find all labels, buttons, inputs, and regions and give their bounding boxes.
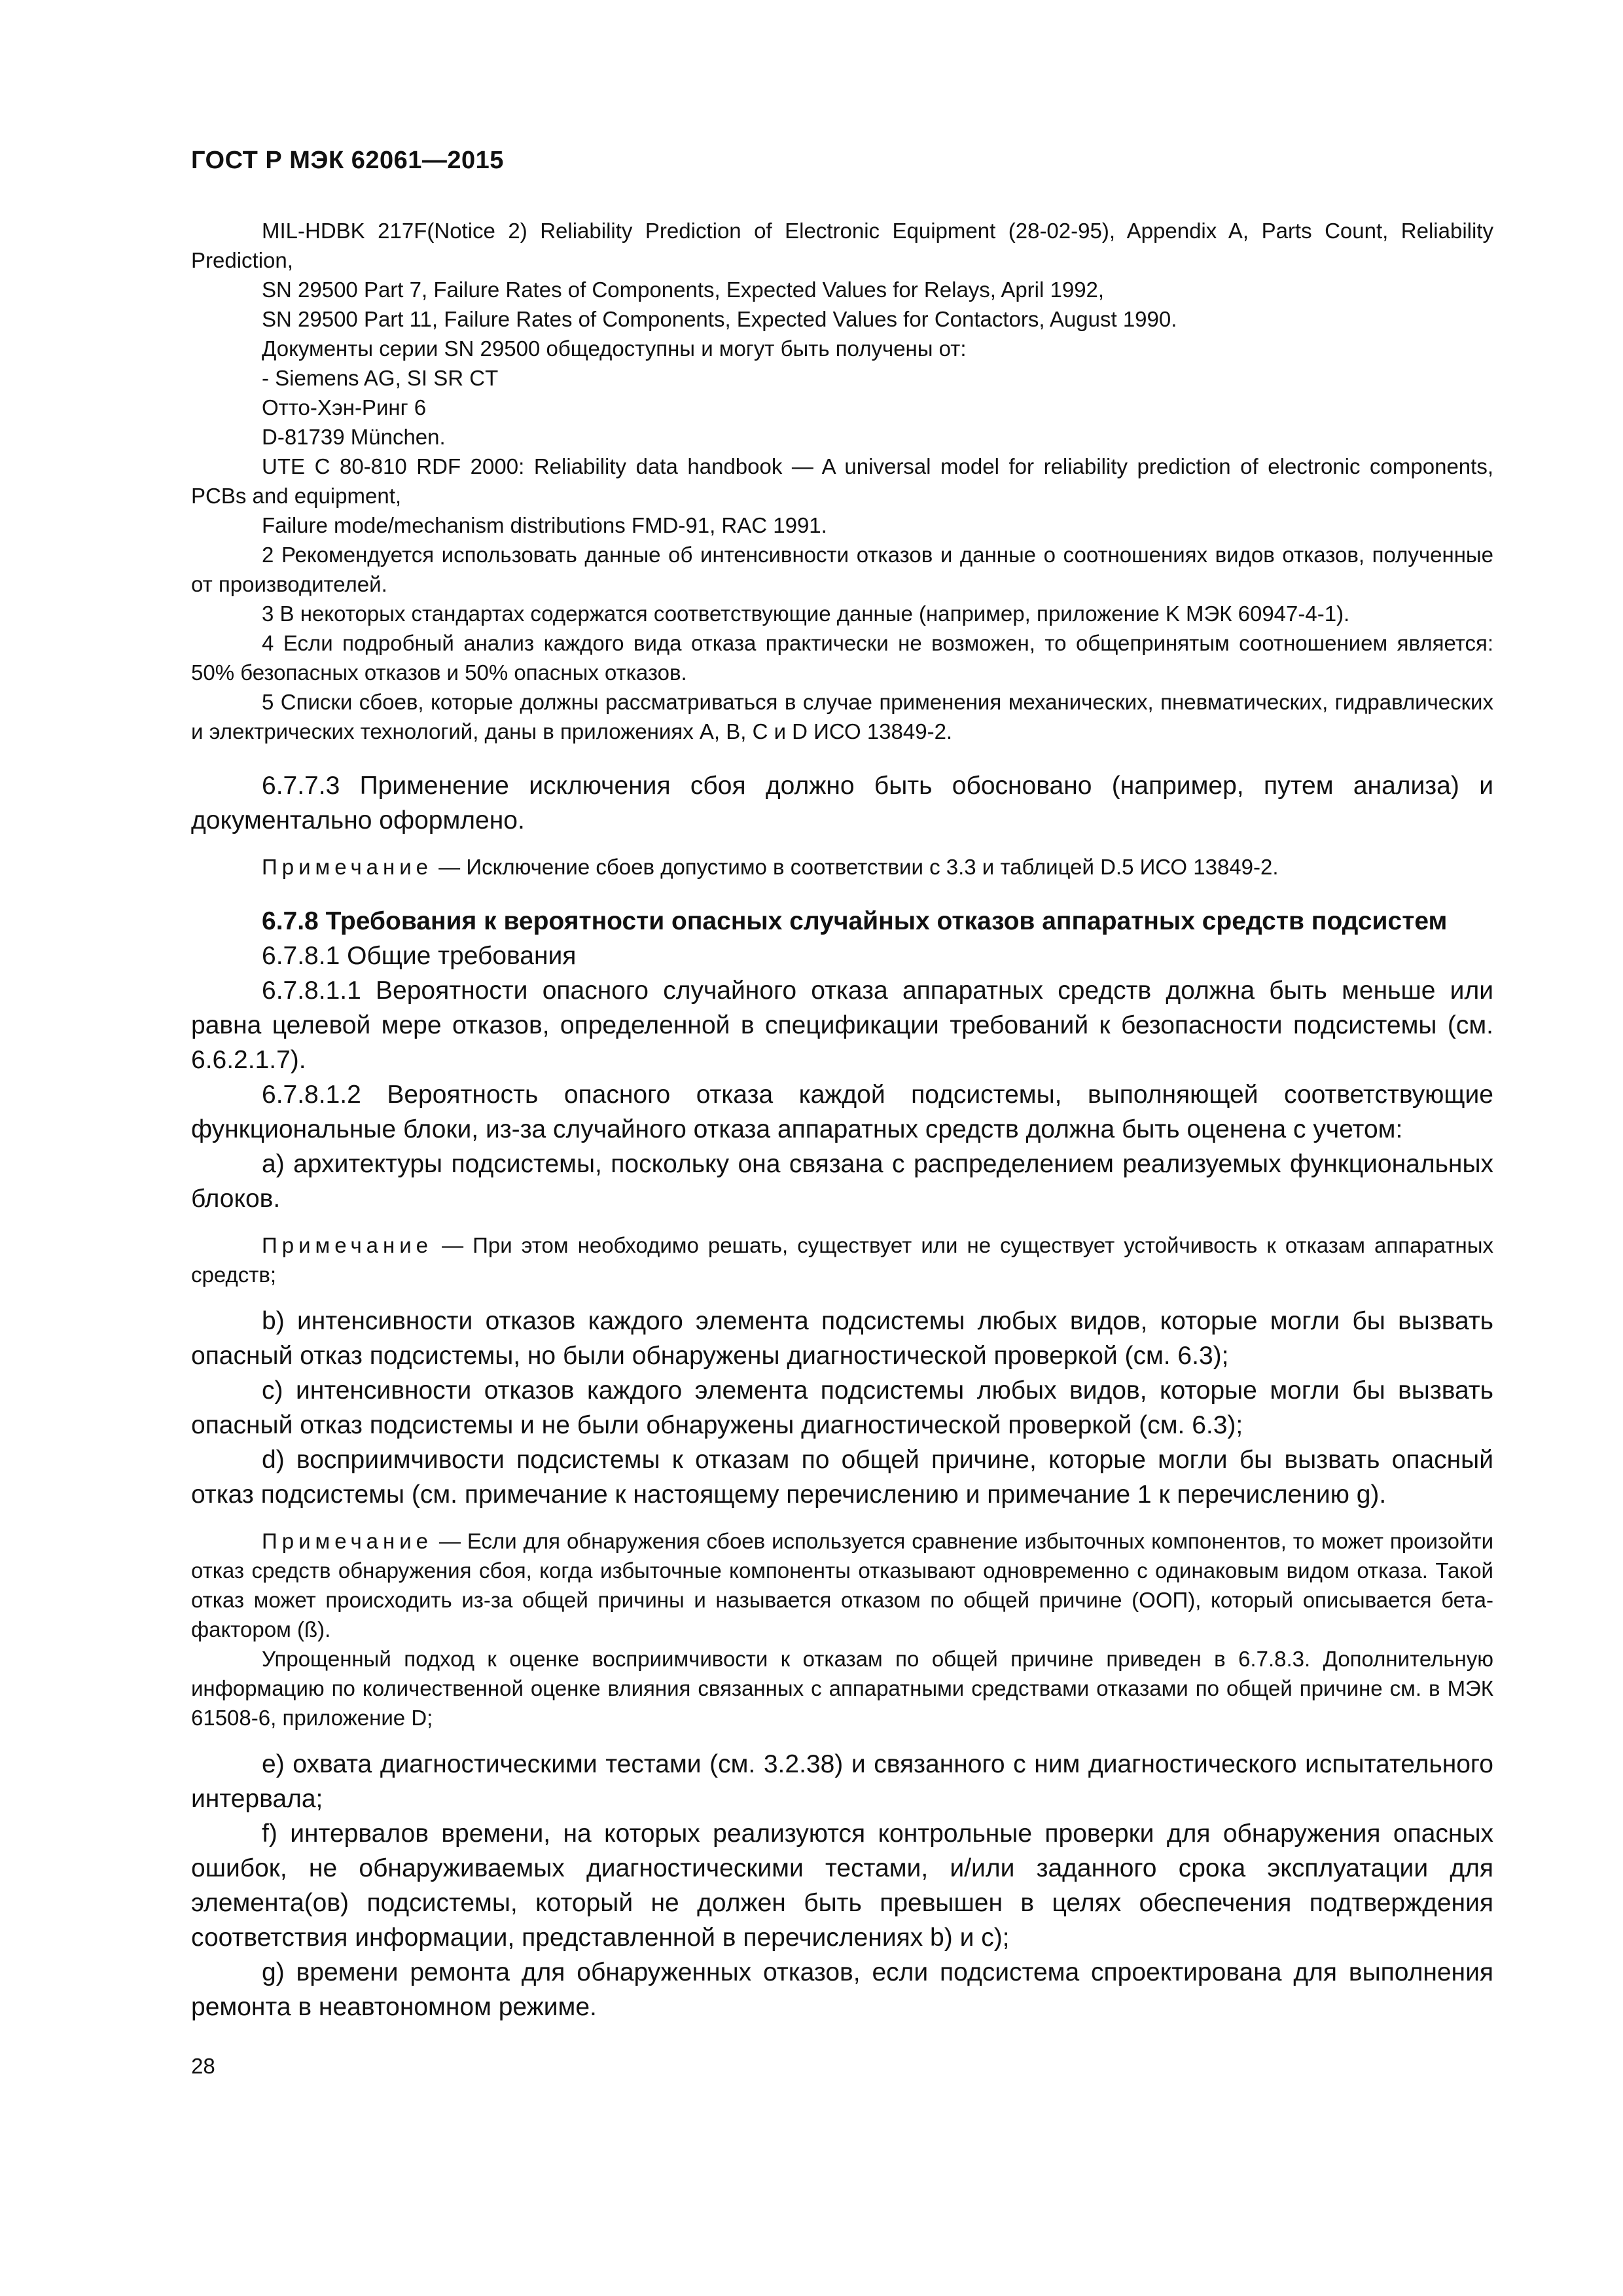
note-line: 4 Если подробный анализ каждого вида отказа практически не возможен, то общепринятым соотношением является: 50% безопасных отказов и 50% опасных отказов.	[191, 631, 1493, 685]
note-text: — Исключение сбоев допустимо в соответствии с 3.3 и таблицей D.5 ИСО 13849-2.	[433, 855, 1279, 879]
note-3-continued: Упрощенный подход к оценке восприимчивости к отказам по общей причине приведен в 6.7.8.3. Дополнительную информацию по количественной оценке влияния связанных с аппаратными средствами отказами по общей причине см. в МЭК 61508-6, приложение D;	[191, 1647, 1493, 1730]
page-number: 28	[191, 2054, 215, 2078]
ref-line: Failure mode/mechanism distributions FMD-91, RAC 1991.	[262, 513, 827, 537]
note-line: 2 Рекомендуется использовать данные об интенсивности отказов и данные о соотношениях видов отказов, полученные от производителей.	[191, 543, 1493, 596]
paragraph-6-7-8-1-1: 6.7.8.1.1 Вероятности опасного случайного отказа аппаратных средств должна быть меньше или равна целевой мере отказов, определенной в спецификации требований к безопасности подсистемы (см. 6.6.2.1.7).	[191, 977, 1493, 1074]
note-3	[191, 1526, 1493, 1644]
references-block	[191, 216, 1493, 746]
note-1	[191, 852, 1493, 882]
note-text: — Если для обнаружения сбоев используется сравнение избыточных компонентов, то может произойти отказ средств обнаружения сбоя, когда избыточные компоненты отказывают одновременно с одинаковым видом отказа. Такой отказ может происходить из-за общей причины и называется отказом по общей причине (ООП), который описывается бета-фактором (ß).	[191, 1529, 1493, 1641]
ref-line: SN 29500 Part 7, Failure Rates of Components, Expected Values for Relays, April 1992,	[262, 278, 1105, 302]
ref-line: - Siemens AG, SI SR CT	[262, 366, 499, 390]
note-text: — При этом необходимо решать, существует или не существует устойчивость к отказам аппаратных средств;	[191, 1233, 1493, 1287]
ref-line: Документы серии SN 29500 общедоступны и могут быть получены от:	[262, 336, 967, 361]
ref-line: SN 29500 Part 11, Failure Rates of Components, Expected Values for Contactors, August 1990.	[262, 307, 1177, 331]
heading-6-7-8-1: 6.7.8.1 Общие требования	[262, 942, 577, 970]
paragraph-6-7-7-3: 6.7.7.3 Применение исключения сбоя должно быть обосновано (например, путем анализа) и документально оформлено.	[191, 772, 1493, 834]
list-item-e: e) охвата диагностическими тестами (см. 3.2.38) и связанного с ним диагностического испытательного интервала;	[191, 1750, 1493, 1813]
note-label: Примечание	[262, 855, 433, 879]
note-label: Примечание	[262, 1233, 433, 1257]
list-item-g: g) времени ремонта для обнаруженных отказов, если подсистема спроектирована для выполнения ремонта в неавтономном режиме.	[191, 1958, 1493, 2021]
list-item-c: c) интенсивности отказов каждого элемента подсистемы любых видов, которые могли бы вызвать опасный отказ подсистемы и не были обнаружены диагностической проверкой (см. 6.3);	[191, 1376, 1493, 1439]
note-line: 3 В некоторых стандартах содержатся соответствующие данные (например, приложение K МЭК 60947-4-1).	[262, 601, 1350, 626]
list-item-f: f) интервалов времени, на которых реализуются контрольные проверки для обнаружения опасных ошибок, не обнаруживаемых диагностическими тестами, и/или заданного срока эксплуатации для элемента(ов) подсистемы, который не должен быть превышен в целях обеспечения подтверждения соответствия информации, представленной в перечислениях b) и c);	[191, 1820, 1493, 1952]
list-item-a: a) архитектуры подсистемы, поскольку она связана с распределением реализуемых функциональных блоков.	[191, 1150, 1493, 1213]
note-2	[191, 1230, 1493, 1289]
paragraph-6-7-8-1-2: 6.7.8.1.2 Вероятность опасного отказа каждой подсистемы, выполняющей соответствующие функциональные блоки, из-за случайного отказа аппаратных средств должна быть оценена с учетом:	[191, 1081, 1493, 1143]
note-label: Примечание	[262, 1529, 433, 1553]
heading-6-7-8: 6.7.8 Требования к вероятности опасных случайных отказов аппаратных средств подсистем	[262, 907, 1448, 935]
document-header: ГОСТ Р МЭК 62061—2015	[191, 147, 504, 174]
ref-line: D-81739 München.	[262, 425, 446, 449]
note-line: 5 Списки сбоев, которые должны рассматриваться в случае применения механических, пневматических, гидравлических и электрических технологий, даны в приложениях A, B, C и D ИСО 13849-2.	[191, 690, 1493, 744]
ref-line: UTE C 80-810 RDF 2000: Reliability data handbook — A universal model for reliability prediction of electronic components, PCBs and equipment,	[191, 454, 1493, 508]
ref-line: Отто-Хэн-Ринг 6	[262, 395, 427, 420]
ref-line: MIL-HDBK 217F(Notice 2) Reliability Prediction of Electronic Equipment (28-02-95), Appendix A, Parts Count, Reliability Prediction,	[191, 219, 1493, 272]
list-item-d: d) восприимчивости подсистемы к отказам по общей причине, которые могли бы вызвать опасный отказ подсистемы (см. примечание к настоящему перечислению и примечание 1 к перечислению g).	[191, 1446, 1493, 1509]
list-item-b: b) интенсивности отказов каждого элемента подсистемы любых видов, которые могли бы вызвать опасный отказ подсистемы, но были обнаружены диагностической проверкой (см. 6.3);	[191, 1307, 1493, 1370]
document-body	[191, 216, 1493, 2024]
